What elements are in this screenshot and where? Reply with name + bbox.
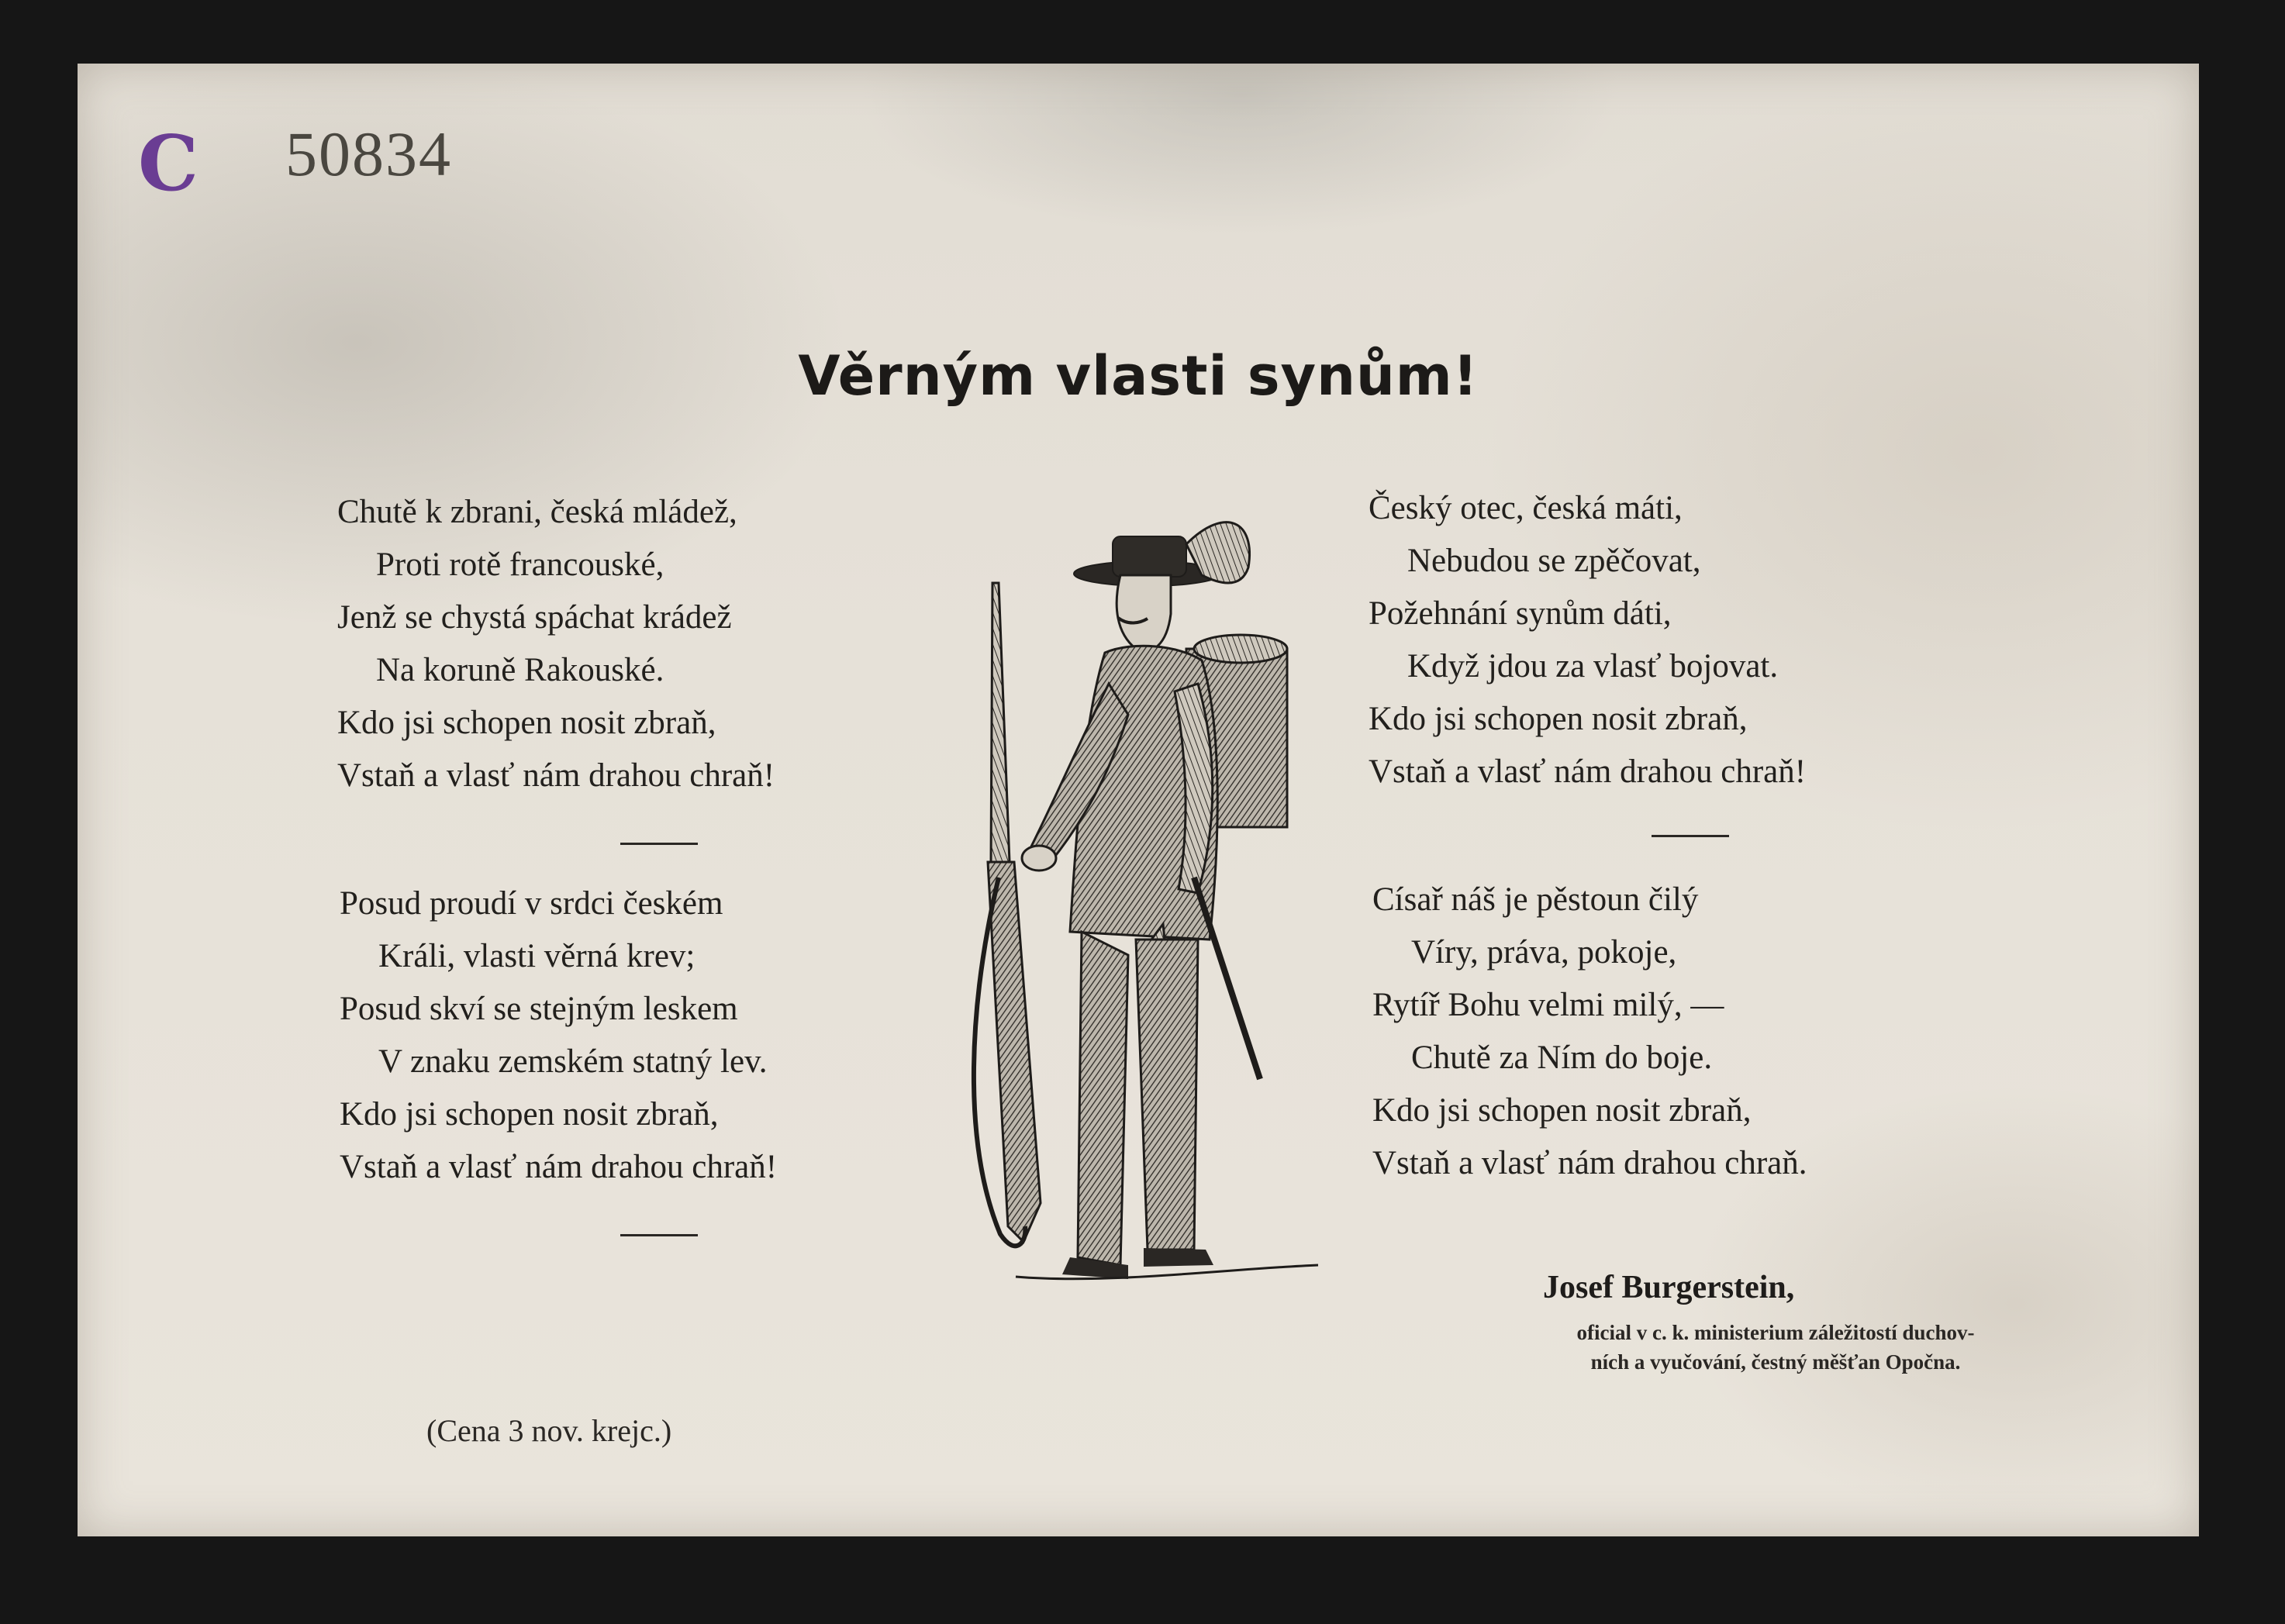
verse-line: Když jdou za vlasť bojovat. xyxy=(1407,648,1779,684)
verse-line: Vstaň a vlasť nám drahou chraň! xyxy=(1369,753,1807,790)
verse-line: Vstaň a vlasť nám drahou chraň! xyxy=(340,1149,778,1185)
left-stanza-2 xyxy=(340,878,777,1194)
verse-line: Jenž se chystá spáchat krádež xyxy=(337,599,732,636)
stanza-divider xyxy=(1652,835,1729,837)
verse-line: Chutě za Ním do boje. xyxy=(1411,1040,1713,1076)
author-description-line: ních a vyučování, čestný měšťan Opočna. xyxy=(1590,1350,1961,1374)
verse-line: V znaku zemském statný lev. xyxy=(378,1043,768,1080)
verse-line: Rytíř Bohu velmi milý, — xyxy=(1372,987,1724,1023)
verse-line: Kdo jsi schopen nosit zbraň, xyxy=(340,1096,719,1133)
verse-line: Kdo jsi schopen nosit zbraň, xyxy=(1369,701,1748,737)
poem-title: Věrným vlasti synům! xyxy=(798,344,1479,408)
verse-line: Císař náš je pěstoun čilý xyxy=(1372,881,1699,918)
verse-line: Vstaň a vlasť nám drahou chraň! xyxy=(337,757,775,794)
archive-stamp-letter: C xyxy=(138,119,198,209)
right-stanza-2 xyxy=(1372,874,1807,1190)
soldier-illustration xyxy=(954,459,1434,1312)
price-note: (Cena 3 nov. krejc.) xyxy=(426,1413,672,1448)
stanza-divider xyxy=(620,1234,698,1236)
verse-line: Králi, vlasti věrná krev; xyxy=(378,938,696,974)
verse-line: Proti rotě francouské, xyxy=(376,547,664,583)
verse-line: Požehnání synům dáti, xyxy=(1369,595,1672,632)
author-name: Josef Burgerstein, xyxy=(1543,1270,1795,1305)
author-description xyxy=(1427,1318,2124,1377)
verse-line: Víry, práva, pokoje, xyxy=(1411,934,1677,971)
author-description-line: oficial v c. k. ministerium záležitostí duchov- xyxy=(1576,1321,1975,1344)
verse-line: Kdo jsi schopen nosit zbraň, xyxy=(1372,1092,1752,1129)
verse-line: Kdo jsi schopen nosit zbraň, xyxy=(337,705,716,741)
left-stanza-1 xyxy=(337,486,775,802)
archive-stamp-number: 50834 xyxy=(285,119,452,189)
right-stanza-1 xyxy=(1369,482,1806,798)
verse-line: Český otec, česká máti, xyxy=(1369,490,1683,526)
document-sheet xyxy=(78,64,2199,1536)
verse-line: Posud proudí v srdci českém xyxy=(340,885,723,922)
verse-line: Chutě k zbrani, česká mládež, xyxy=(337,494,737,530)
verse-line: Posud skví se stejným leskem xyxy=(340,991,738,1027)
verse-line: Vstaň a vlasť nám drahou chraň. xyxy=(1372,1145,1807,1181)
verse-line: Nebudou se zpěčovat, xyxy=(1407,543,1701,579)
stanza-divider xyxy=(620,843,698,845)
verse-line: Na koruně Rakouské. xyxy=(376,652,664,688)
